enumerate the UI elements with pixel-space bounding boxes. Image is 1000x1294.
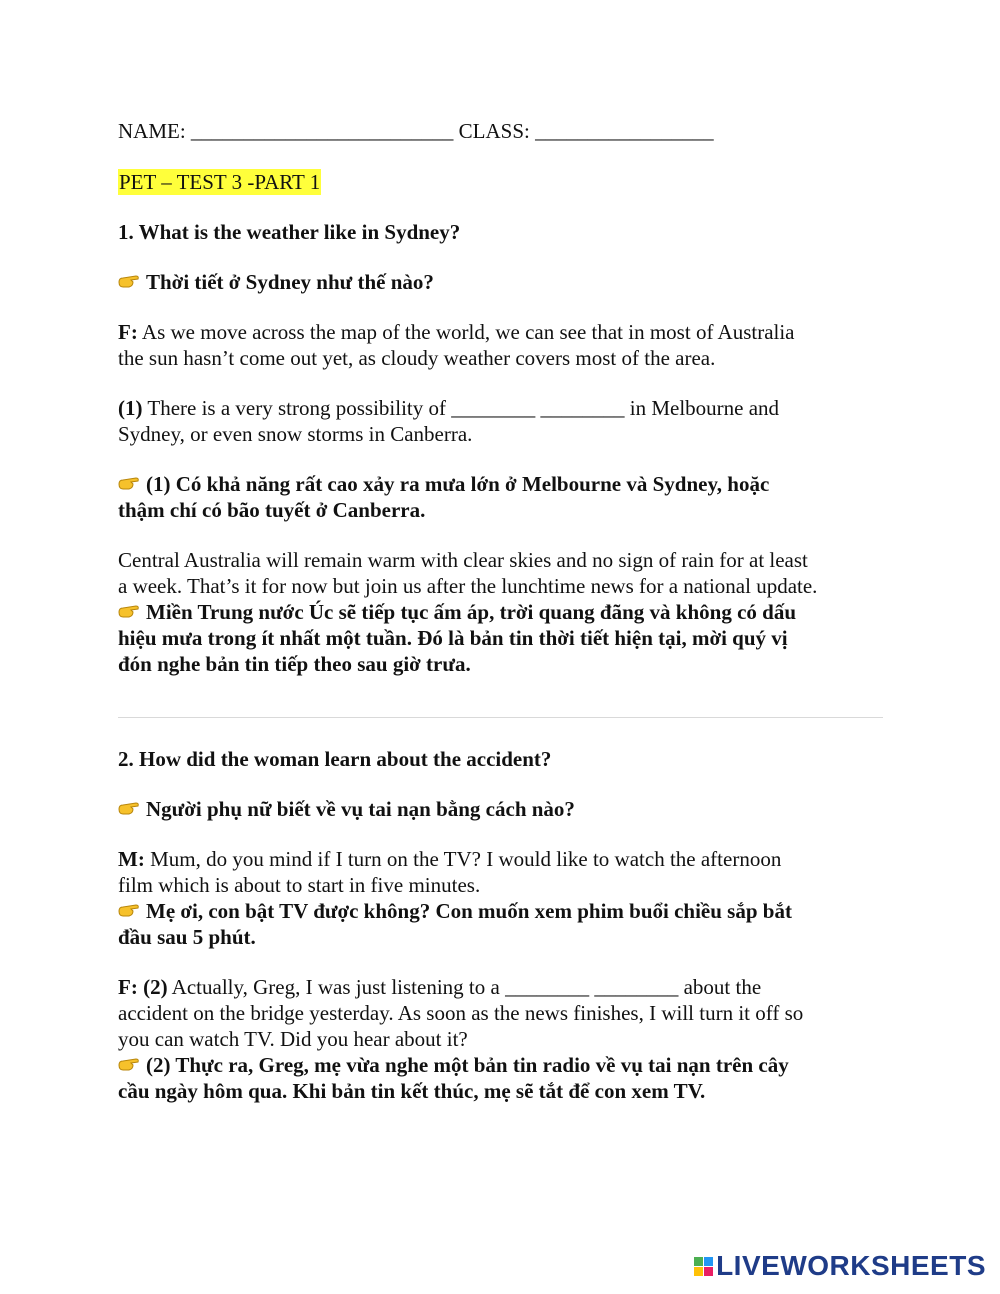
name-field[interactable]: _________________________ — [190, 119, 454, 143]
logo-text: LIVEWORKSHEETS — [716, 1250, 986, 1281]
question-2: 2. How did the woman learn about the accident? — [118, 747, 552, 771]
paragraph-f-2: F: (2) Actually, Greg, I was just listening to a ________ ________ about the accident on the bridge yesterday. As soon as the news finishes, I will turn it off so you can watch TV. Did you hear about it? (2) Thực ra, Greg, mẹ vừa nghe một bản tin radio về vụ tai nạn trên cây cầu ngày hôm qua. Khi bản tin kết thúc, mẹ sẽ tắt để con xem TV. — [118, 975, 804, 1103]
speaker-f: F: — [118, 320, 138, 344]
gap-fill-2[interactable]: Actually, Greg, I was just listening to a ________ ________ about the — [171, 975, 762, 999]
paragraph-central-australia: Central Australia will remain warm with clear skies and no sign of rain for at least a week. That’s it for now but join us after the lunchtime news for a national update. Miền Trung nước Úc sẽ tiếp tục ấm áp, trời quang đãng và không có dấu hiệu mưa trong ít nhất một tuần. Đó là bản tin thời tiết hiện tại, mời quý vị đón nghe bản tin tiếp theo sau giờ trưa. — [118, 548, 818, 676]
pointing-hand-icon — [118, 603, 140, 619]
class-label: CLASS: — [458, 119, 530, 143]
liveworksheets-logo — [694, 1250, 986, 1282]
question-1-translation: Thời tiết ở Sydney như thế nào? — [118, 269, 888, 295]
question-2-translation: Người phụ nữ biết về vụ tai nạn bằng cách nào? — [118, 796, 888, 822]
name-label: NAME: — [118, 119, 186, 143]
speaker-f: F: — [118, 975, 138, 999]
worksheet-page — [118, 117, 888, 1104]
speaker-m: M: — [118, 847, 145, 871]
pointing-hand-icon — [118, 1056, 140, 1072]
logo-mark-icon — [694, 1257, 713, 1276]
paragraph-m: M: Mum, do you mind if I turn on the TV? I would like to watch the afternoon film which is about to start in five minutes. Mẹ ơi, con bật TV được không? Con muốn xem phim buổi chiều sắp bắt đầu sau 5 phút. — [118, 847, 792, 949]
question-1: 1. What is the weather like in Sydney? — [118, 220, 461, 244]
class-field[interactable]: _________________ — [535, 119, 714, 143]
test-title: PET – TEST 3 -PART 1 — [119, 170, 321, 194]
section-divider — [118, 717, 883, 718]
item-number-2: (2) — [143, 975, 168, 999]
pointing-hand-icon — [118, 273, 140, 289]
pointing-hand-icon — [118, 475, 140, 491]
translation-1: (1) Có khả năng rất cao xảy ra mưa lớn ở Melbourne và Sydney, hoặc thậm chí có bão tuyết ở Canberra. — [118, 472, 770, 522]
pointing-hand-icon — [118, 902, 140, 918]
pointing-hand-icon — [118, 800, 140, 816]
name-class-row — [118, 117, 888, 145]
item-number-1: (1) — [118, 396, 143, 420]
paragraph-blank-1: (1) There is a very strong possibility of ________ ________ in Melbourne and Sydney, or even snow storms in Canberra. — [118, 396, 780, 446]
paragraph-f-1: F: As we move across the map of the world, we can see that in most of Australia the sun hasn’t come out yet, as cloudy weather covers most of the area. — [118, 320, 795, 370]
gap-fill-1[interactable]: There is a very strong possibility of ________ ________ in Melbourne and — [147, 396, 780, 420]
